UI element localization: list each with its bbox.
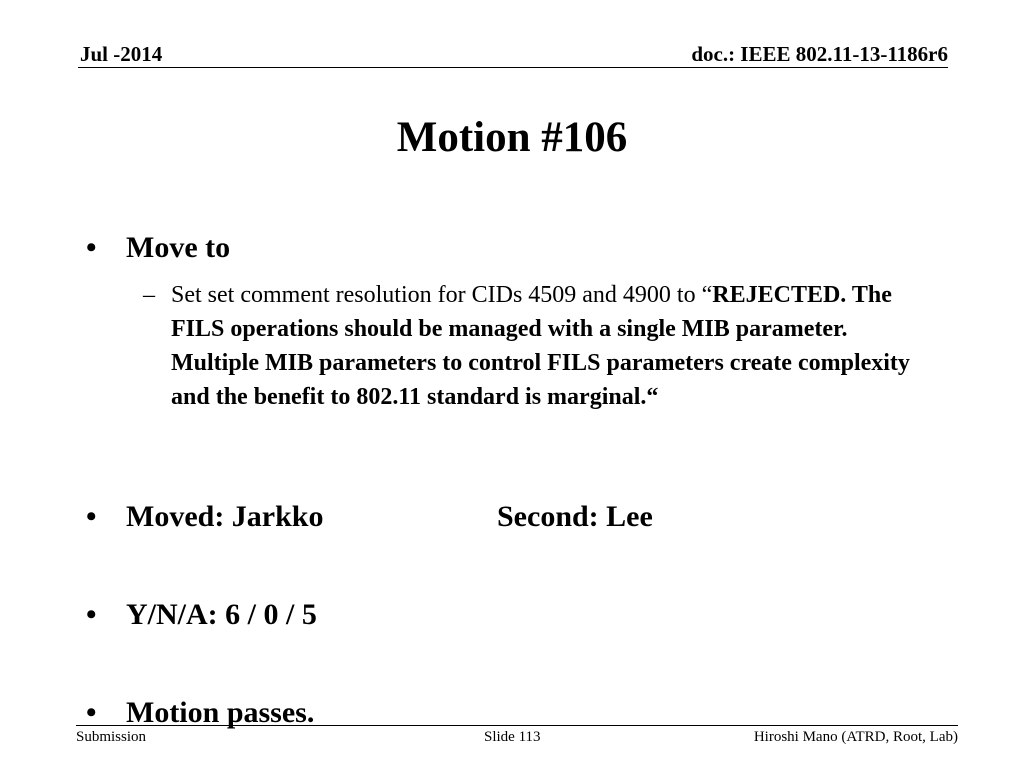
bullet-vote: Y/N/A: 6 / 0 / 5 bbox=[126, 598, 317, 631]
motion-intro: Set set comment resolution for CIDs 4509 and 4900 to “ bbox=[171, 282, 713, 308]
footer-slide-number: Slide 113 bbox=[484, 729, 541, 745]
bullet-result: Motion passes. bbox=[126, 696, 315, 729]
header-doc-id: doc.: IEEE 802.11-13-1186r6 bbox=[691, 42, 948, 66]
footer-divider bbox=[76, 725, 958, 726]
bullet-second: Second: Lee bbox=[497, 500, 653, 533]
header-divider bbox=[78, 67, 948, 68]
motion-resolution: REJECTED. The FILS operations should be managed with a single MIB parameter. Multiple MIB parameters to control FILS parameters create complexity and the benefit to 802.11 standard is marginal.“ bbox=[171, 282, 910, 410]
motion-text bbox=[171, 278, 941, 414]
bullet-marker: • bbox=[86, 696, 97, 729]
footer-author: Hiroshi Mano (ATRD, Root, Lab) bbox=[753, 729, 958, 745]
sub-bullet-marker: – bbox=[143, 282, 155, 308]
header-date: Jul -2014 bbox=[80, 42, 163, 66]
bullet-marker: • bbox=[86, 598, 97, 631]
bullet-marker: • bbox=[86, 500, 97, 533]
slide-title: Motion #106 bbox=[396, 114, 628, 161]
bullet-move-to: Move to bbox=[126, 231, 231, 264]
bullet-marker: • bbox=[86, 231, 97, 264]
footer-submission: Submission bbox=[76, 729, 147, 745]
bullet-moved: Moved: Jarkko bbox=[126, 500, 324, 533]
